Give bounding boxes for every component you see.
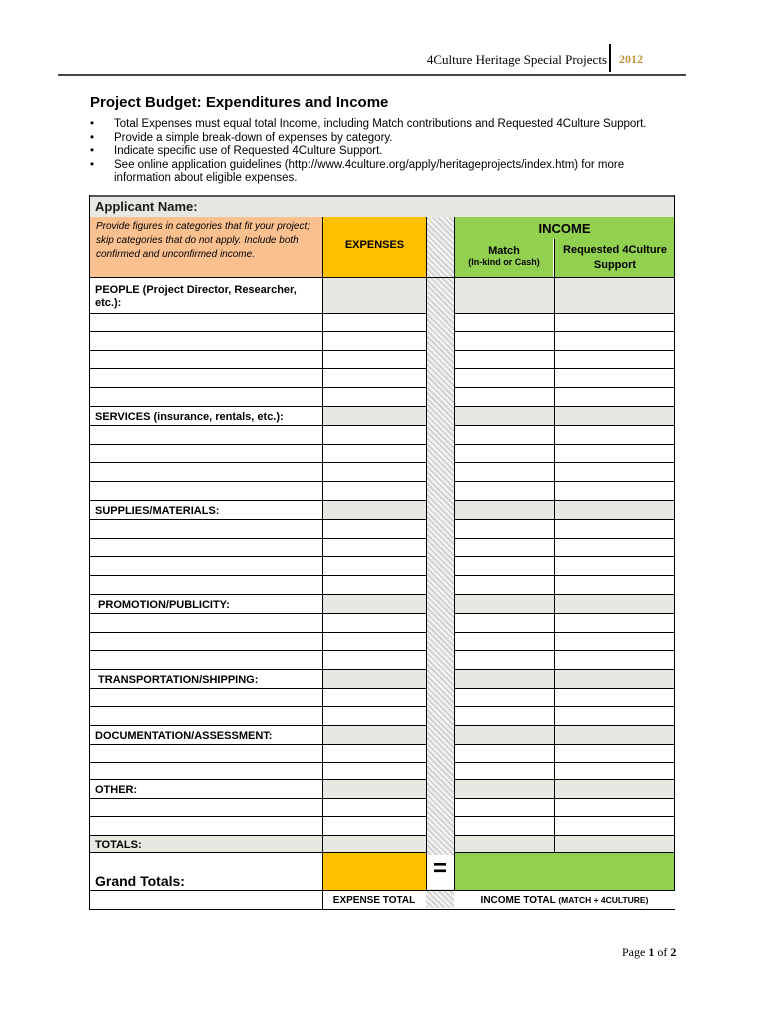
category-documentation: DOCUMENTATION/ASSESSMENT: [95, 730, 273, 742]
page-number [622, 945, 676, 960]
income-header: INCOME [454, 217, 675, 239]
instructions-list [90, 118, 670, 186]
instructions-note: Provide figures in categories that fit your project; skip categories that do not apply. Include both confirmed and unconfirmed income. [90, 217, 322, 277]
income-total-label [454, 895, 675, 906]
expense-total-field[interactable] [323, 852, 426, 890]
document-title: Project Budget: Expenditures and Income [90, 94, 389, 111]
instruction-item: • See online application guidelines (http://www.4culture.org/apply/heritageprojects/index.htm) for more information about eligible expenses. [90, 159, 670, 186]
grand-totals-label: Grand Totals: [95, 873, 185, 889]
match-header [455, 239, 553, 277]
category-people: PEOPLE (Project Director, Researcher, etc.): [95, 284, 297, 309]
income-total-label-main: INCOME TOTAL [480, 895, 556, 906]
category-supplies: SUPPLIES/MATERIALS: [95, 505, 220, 517]
header-rule [58, 74, 686, 76]
page-header [0, 50, 770, 80]
instruction-item: • Provide a simple break-down of expenses by category. [90, 132, 670, 146]
instruction-item: • Total Expenses must equal total Income, including Match contributions and Requested 4Culture Support. [90, 118, 670, 132]
instruction-item: • Indicate specific use of Requested 4Culture Support. [90, 145, 670, 159]
separator-column [426, 217, 454, 908]
header-separator [609, 44, 611, 72]
page-total: 2 [670, 945, 677, 959]
expenses-header: EXPENSES [323, 217, 426, 277]
expense-total-label: EXPENSE TOTAL [332, 895, 416, 906]
header-year: 2012 [619, 52, 643, 66]
applicant-name-label: Applicant Name: [95, 199, 198, 214]
category-services: SERVICES (insurance, rentals, etc.): [95, 411, 284, 423]
category-transportation: TRANSPORTATION/SHIPPING: [95, 674, 259, 686]
equals-sign: = [426, 855, 454, 889]
applicant-name-field[interactable] [426, 197, 675, 217]
requested-header: Requested 4Culture Support [555, 239, 675, 277]
totals-label: TOTALS: [95, 839, 142, 851]
page-prefix: Page [622, 945, 649, 959]
page-middle: of [654, 945, 671, 959]
page-current: 1 [648, 945, 655, 959]
income-total-label-sub: (MATCH + 4CULTURE) [558, 895, 649, 905]
category-promotion: PROMOTION/PUBLICITY: [95, 599, 230, 611]
header-title: 4Culture Heritage Special Projects [426, 52, 607, 67]
match-header-sub: (In-kind or Cash) [468, 257, 540, 267]
category-other: OTHER: [95, 784, 138, 796]
match-header-label: Match [488, 245, 520, 257]
income-total-field[interactable] [454, 852, 675, 890]
